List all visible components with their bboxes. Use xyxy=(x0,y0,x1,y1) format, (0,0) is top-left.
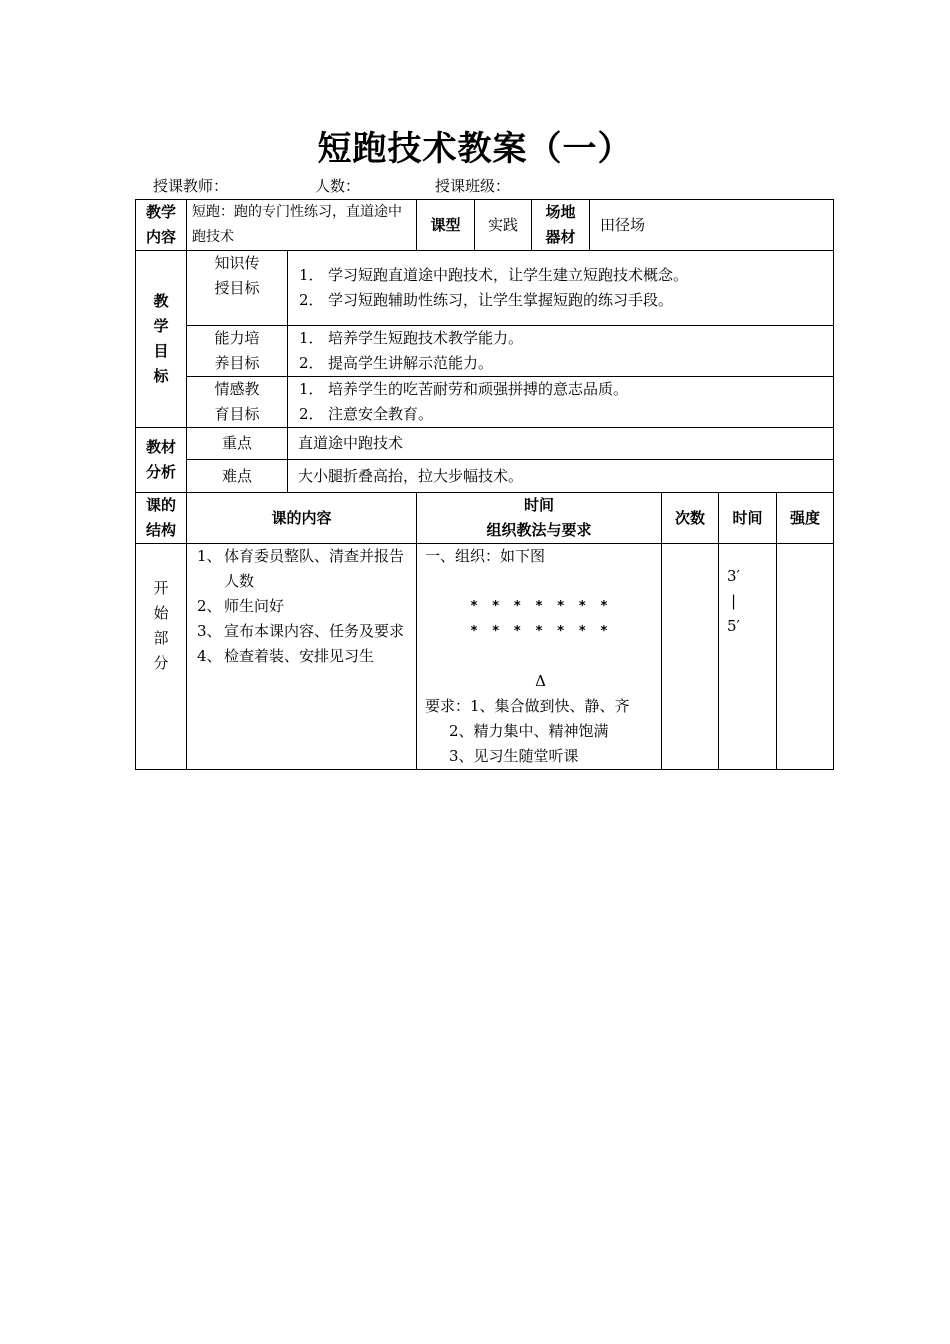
knowledge-label-text: 知识传授目标 xyxy=(214,254,260,297)
content-label: 教学内容 xyxy=(136,200,187,251)
goals-label xyxy=(136,251,187,428)
list-item xyxy=(296,377,828,402)
formation-row: * * * * * * * xyxy=(470,599,611,614)
knowledge-items xyxy=(288,251,834,326)
knowledge-label xyxy=(187,251,288,326)
emotion-items xyxy=(288,377,834,428)
list-item xyxy=(296,263,828,288)
ability-label-text: 能力培养目标 xyxy=(214,329,260,372)
start-method xyxy=(417,544,662,770)
list-text: 培养学生的吃苦耐劳和顽强拼搏的意志品质。 xyxy=(328,380,629,398)
emotion-label-text: 情感教育目标 xyxy=(214,380,260,423)
list-number: 3、 xyxy=(197,622,222,640)
list-item xyxy=(296,288,828,313)
method-header xyxy=(417,493,662,544)
content-value: 短跑：跑的专门性练习，直道途中跑技术 xyxy=(187,200,417,251)
page-title: 短跑技术教案（一） xyxy=(317,129,633,169)
list-text: 学习短跑辅助性练习，让学生掌握短跑的练习手段。 xyxy=(328,291,674,309)
formation-row: * * * * * * * xyxy=(470,624,611,639)
key-label: 重点 xyxy=(187,428,288,460)
list-item xyxy=(296,402,828,427)
list-item xyxy=(192,594,411,619)
structure-header: 课的结构 xyxy=(136,493,187,544)
time-from: 3′ xyxy=(727,567,740,585)
content-header: 课的内容 xyxy=(187,493,417,544)
time-to: 5′ xyxy=(727,617,740,635)
list-item xyxy=(296,326,828,351)
list-number: 1、 xyxy=(197,547,222,565)
venue-label: 场地器材 xyxy=(532,200,590,251)
type-value: 实践 xyxy=(475,200,532,251)
list-text: 检查着装、安排见习生 xyxy=(224,647,375,665)
list-number: 2、 xyxy=(197,597,222,615)
requirement-2: 2、精力集中、精神饱满 xyxy=(449,722,609,740)
method-header-text: 组织教法与要求 xyxy=(486,521,592,539)
list-text: 学习短跑直道途中跑技术，让学生建立短跑技术概念。 xyxy=(328,266,689,284)
start-section-label-text: 开始部分 xyxy=(153,579,169,672)
start-duration xyxy=(719,544,777,770)
teacher-marker: Δ xyxy=(535,672,546,690)
ability-items xyxy=(288,326,834,377)
intensity-header: 强度 xyxy=(777,493,834,544)
list-text: 提高学生讲解示范能力。 xyxy=(328,354,494,372)
teacher-label: 授课教师： xyxy=(153,177,229,195)
list-number: 1． xyxy=(299,266,324,284)
list-text: 师生问好 xyxy=(224,597,285,615)
list-number: 1． xyxy=(299,380,324,398)
count-label: 人数： xyxy=(315,177,361,195)
key-value: 直道途中跑技术 xyxy=(288,428,834,460)
org-title: 一、组织：如下图 xyxy=(425,547,546,565)
list-item xyxy=(296,351,828,376)
type-label: 课型 xyxy=(417,200,475,251)
list-item xyxy=(192,644,411,669)
start-section-label xyxy=(136,544,187,770)
difficulty-value: 大小腿折叠高抬，拉大步幅技术。 xyxy=(288,460,834,493)
lesson-plan-table xyxy=(135,199,834,770)
analysis-label: 教材分析 xyxy=(136,428,187,493)
times-header: 次数 xyxy=(662,493,719,544)
duration-header: 时间 xyxy=(719,493,777,544)
goals-label-text: 教学目标 xyxy=(153,292,169,385)
difficulty-label: 难点 xyxy=(187,460,288,493)
list-text: 宣布本课内容、任务及要求 xyxy=(224,622,405,640)
time-separator: | xyxy=(731,592,737,610)
start-content xyxy=(187,544,417,770)
list-number: 1． xyxy=(299,329,324,347)
method-header-time: 时间 xyxy=(523,496,554,514)
list-number: 2． xyxy=(299,291,324,309)
requirement-3: 3、见习生随堂听课 xyxy=(449,747,579,765)
list-number: 4、 xyxy=(197,647,222,665)
start-times xyxy=(662,544,719,770)
list-text: 注意安全教育。 xyxy=(328,405,434,423)
class-label: 授课班级： xyxy=(435,177,511,195)
list-number: 2． xyxy=(299,405,324,423)
emotion-label xyxy=(187,377,288,428)
list-text: 培养学生短跑技术教学能力。 xyxy=(328,329,524,347)
list-item xyxy=(192,619,411,644)
list-item xyxy=(192,544,411,594)
ability-label xyxy=(187,326,288,377)
start-intensity xyxy=(777,544,834,770)
list-number: 2． xyxy=(299,354,324,372)
list-text: 体育委员整队、清查并报告人数 xyxy=(224,547,405,590)
venue-value: 田径场 xyxy=(590,200,834,251)
requirement-1: 要求：1、集合做到快、静、齐 xyxy=(425,697,630,715)
